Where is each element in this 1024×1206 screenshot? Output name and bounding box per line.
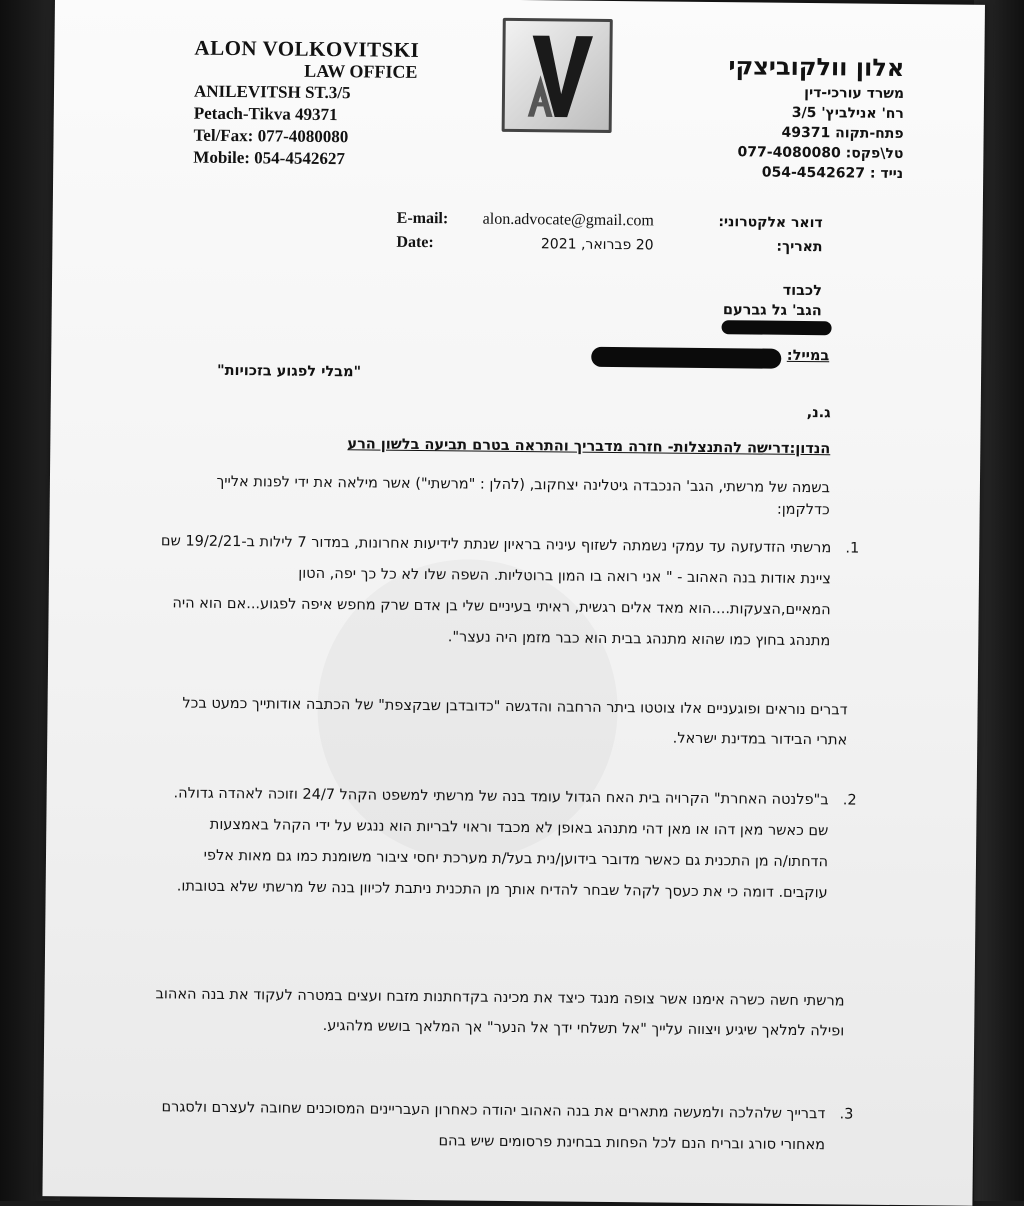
city-en: Petach-Tikva 49371	[193, 103, 338, 125]
item-number: 2.	[842, 792, 857, 809]
without-prejudice-note: "מבלי לפגוע בזכויות"	[217, 362, 362, 381]
email-address: alon.advocate@gmail.com	[482, 210, 654, 230]
recipient-email-label: במייל:	[786, 347, 830, 365]
item-number: 3.	[839, 1106, 854, 1123]
tel-en: Tel/Fax: 077-4080080	[193, 125, 349, 147]
contact-values	[482, 208, 654, 258]
numbered-item	[153, 1092, 854, 1161]
date-label-en: Date:	[396, 233, 434, 252]
tel-he: טל\פקס: 077-4080080	[737, 144, 904, 163]
letter-page	[42, 0, 985, 1206]
mobile-he: נייד : 054-4542627	[761, 164, 904, 183]
mobile-en: Mobile: 054-4542627	[193, 147, 346, 169]
subject-line: הנדון:דרישה להתנצלות- חזרה מדבריך והתראה בטרם תביעה בלשון הרע	[347, 436, 831, 458]
opening-paragraph: בשמה של מרשתי, הגב' הנכבדה גיטלינה יצחקוב, (להלן : "מרשתי") אשר מילאה את ידי לפנות אלייך כדלקמן:	[216, 473, 830, 519]
av-logo-icon	[505, 21, 610, 130]
item-text: מרשתי הזדעזעה עד עמקי נשמתה לשזוף עיניה בראיון שנתת לידיעות אחרונות, במדור 7 לילות ב-19/2/21 שם ציינת אודות בנה האהוב - " אני רואה בו המון ברוטליות. השפה שלו לא כל כך יפה, הטון המאיים,הצעקות....הוא מאד אלים רגשית, ראיתי בעיניים שלי בן אדם שרק מחפש איפה לפגוע...אם הוא היה מתנהג בחוץ כמו שהוא מתנהג בבית הוא כבר מזמן היה נעצר".	[160, 533, 832, 650]
redaction-bar-email	[591, 347, 781, 369]
redaction-bar	[722, 320, 832, 335]
date-label-he: תאריך:	[776, 238, 823, 256]
recipient-name: הגב' גל גברעם	[722, 302, 822, 320]
lawyer-name-en: ALON VOLKOVITSKI	[194, 35, 420, 62]
contact-labels-en	[396, 207, 448, 256]
contact-labels-he	[718, 210, 823, 259]
numbered-item	[156, 778, 857, 909]
letterhead-hebrew	[727, 50, 904, 184]
street-he: רח' אנילביץ' 3/5	[791, 104, 904, 123]
letterhead-english	[193, 37, 419, 171]
lawyer-name-he: אלון וולקוביצקי	[728, 52, 905, 83]
email-label-en: E-mail:	[396, 209, 449, 228]
recipient-block	[723, 280, 822, 321]
law-office-logo	[502, 18, 613, 133]
street-en: ANILEVITSH ST.3/5	[193, 81, 351, 103]
body-paragraph: דברים נוראים ופוגעניים אלו צוטטו ביתר הרחבה והדגשה "כדובדבן שבקצפת" של הכתבה אודותייך כמעט בכל אתרי הבידור במדינת ישראל.	[182, 695, 848, 749]
item-number: 1.	[845, 540, 860, 557]
greeting: ג.נ,	[806, 405, 831, 422]
office-title-en: LAW OFFICE	[304, 60, 418, 82]
item-text: דברייך שלהלכה ולמעשה מתארים את בנה האהוב יהודה כאחרון העבריינים המסוכנים שחובה לעצרם ולסגרם מאחורי סורג ובריח הנם לכל הפחות בבחינת פרסומים שיש בהם	[161, 1099, 826, 1154]
email-label-he: דואר אלקטרוני:	[718, 214, 823, 232]
item-text: ב"פלנטה האחרת" הקרויה בית האח הגדול עומד בנה של מרשתי למשפט הקהל 24/7 וזוכה לאהדה גדולה. שם כאשר מאן דהו או מאן דהי מתנהג באופן לא מכבד וראוי לבריות הוא ננגש על ידי הקהל באמצעות הדחתו/ה מן התכנית גם כאשר מדובר בידוען/נית בעל/ת מערכת יחסי ציבור משומנת כמו גם מאות אלפי עוקבים. דומה כי את כעסך לקהל שבחר להדיח אותך מן התכנית ניתבת לכיוון בנה של מרשתי שלא בטובתו.	[173, 785, 829, 902]
body-paragraph: מרשתי חשה כשרה אימנו אשר צופה מנגד כיצד את מכינה בקדחתנות מזבח ועצים במטרה לעקוד את בנה האהוב ופילה למלאך שיגיע ויצווה עלייך "אל תשלחי ידך אל הנער" אך המלאך בושש מלהגיע.	[155, 986, 845, 1040]
city-he: פתח-תקוה 49371	[781, 124, 904, 143]
letter-date: 20 פברואר, 2021	[540, 236, 654, 254]
numbered-item	[158, 526, 859, 657]
office-title-he: משרד עורכי-דין	[804, 84, 905, 103]
recipient-honorific: לכבוד	[782, 282, 823, 300]
